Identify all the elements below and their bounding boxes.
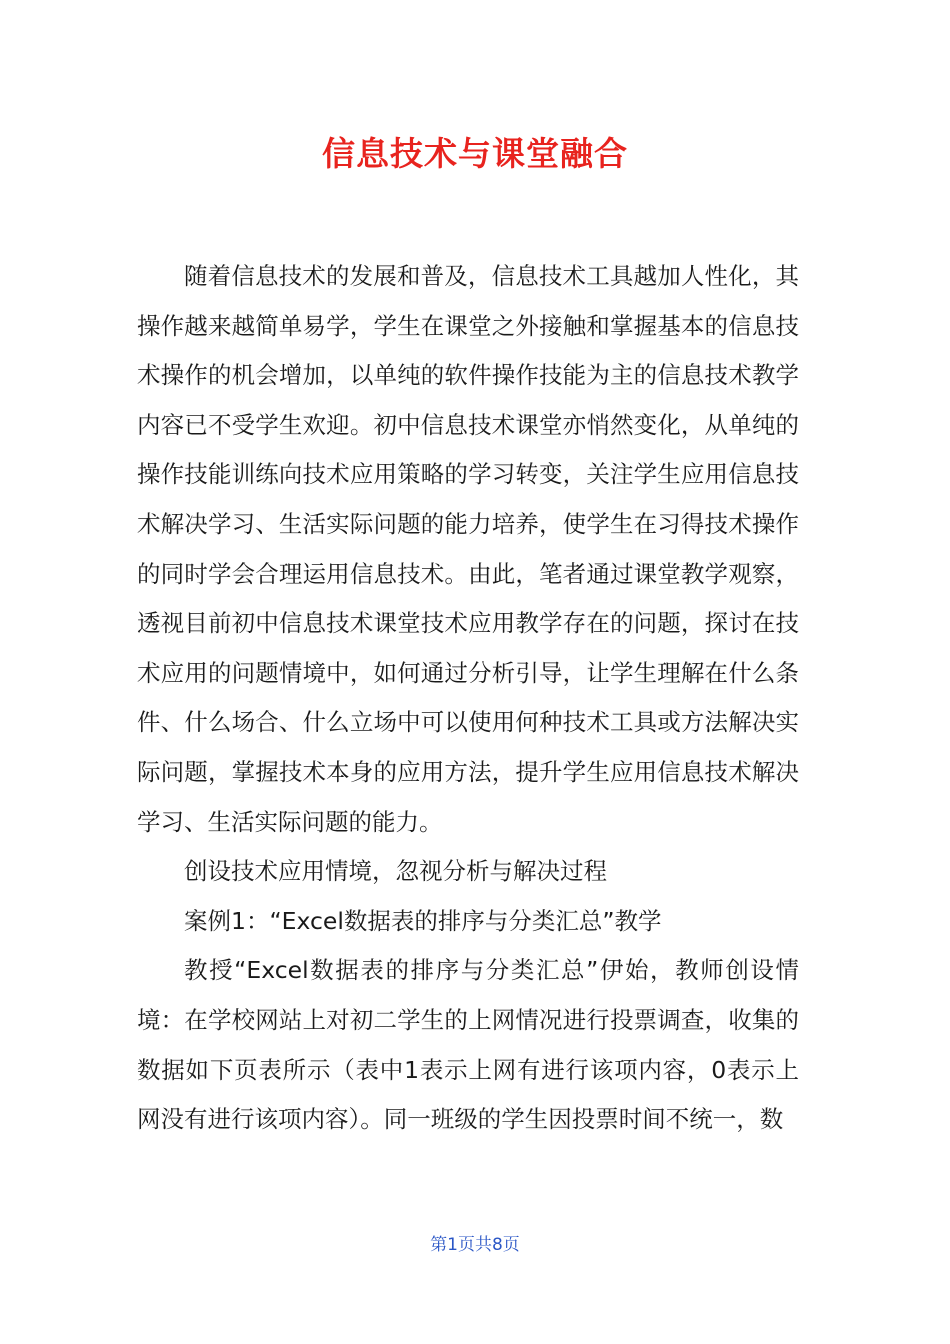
document-title: 信息技术与课堂融合 [322, 134, 628, 173]
page-number-footer: 第1页共8页 [430, 1235, 520, 1255]
document-body [137, 252, 799, 1145]
paragraph-case-title: 案例1：“Excel数据表的排序与分类汇总”教学 [184, 906, 662, 935]
paragraph-case-body: 教授“Excel数据表的排序与分类汇总”伊始，教师创设情境：在学校网站上对初二学生的上网情况进行投票调查，收集的数据如下页表所示（表中1表示上网有进行该项内容，0表示上网没有进行该项内容）。同一班级的学生因投票时间不统一，数 [137, 956, 799, 1134]
paragraph-intro: 随着信息技术的发展和普及，信息技术工具越加人性化，其操作越来越简单易学，学生在课堂之外接触和掌握基本的信息技术操作的机会增加，以单纯的软件操作技能为主的信息技术教学内容已不受学生欢迎。初中信息技术课堂亦悄然变化，从单纯的操作技能训练向技术应用策略的学习转变，关注学生应用信息技术解决学习、生活实际问题的能力培养，使学生在习得技术操作的同时学会合理运用信息技术。由此，笔者通过课堂教学观察，透视目前初中信息技术课堂技术应用教学存在的问题，探讨在技术应用的问题情境中，如何通过分析引导，让学生理解在什么条件、什么场合、什么立场中可以使用何种技术工具或方法解决实际问题，掌握技术本身的应用方法，提升学生应用信息技术解决学习、生活实际问题的能力。 [137, 262, 799, 836]
paragraph-section-heading: 创设技术应用情境，忽视分析与解决过程 [184, 857, 607, 886]
